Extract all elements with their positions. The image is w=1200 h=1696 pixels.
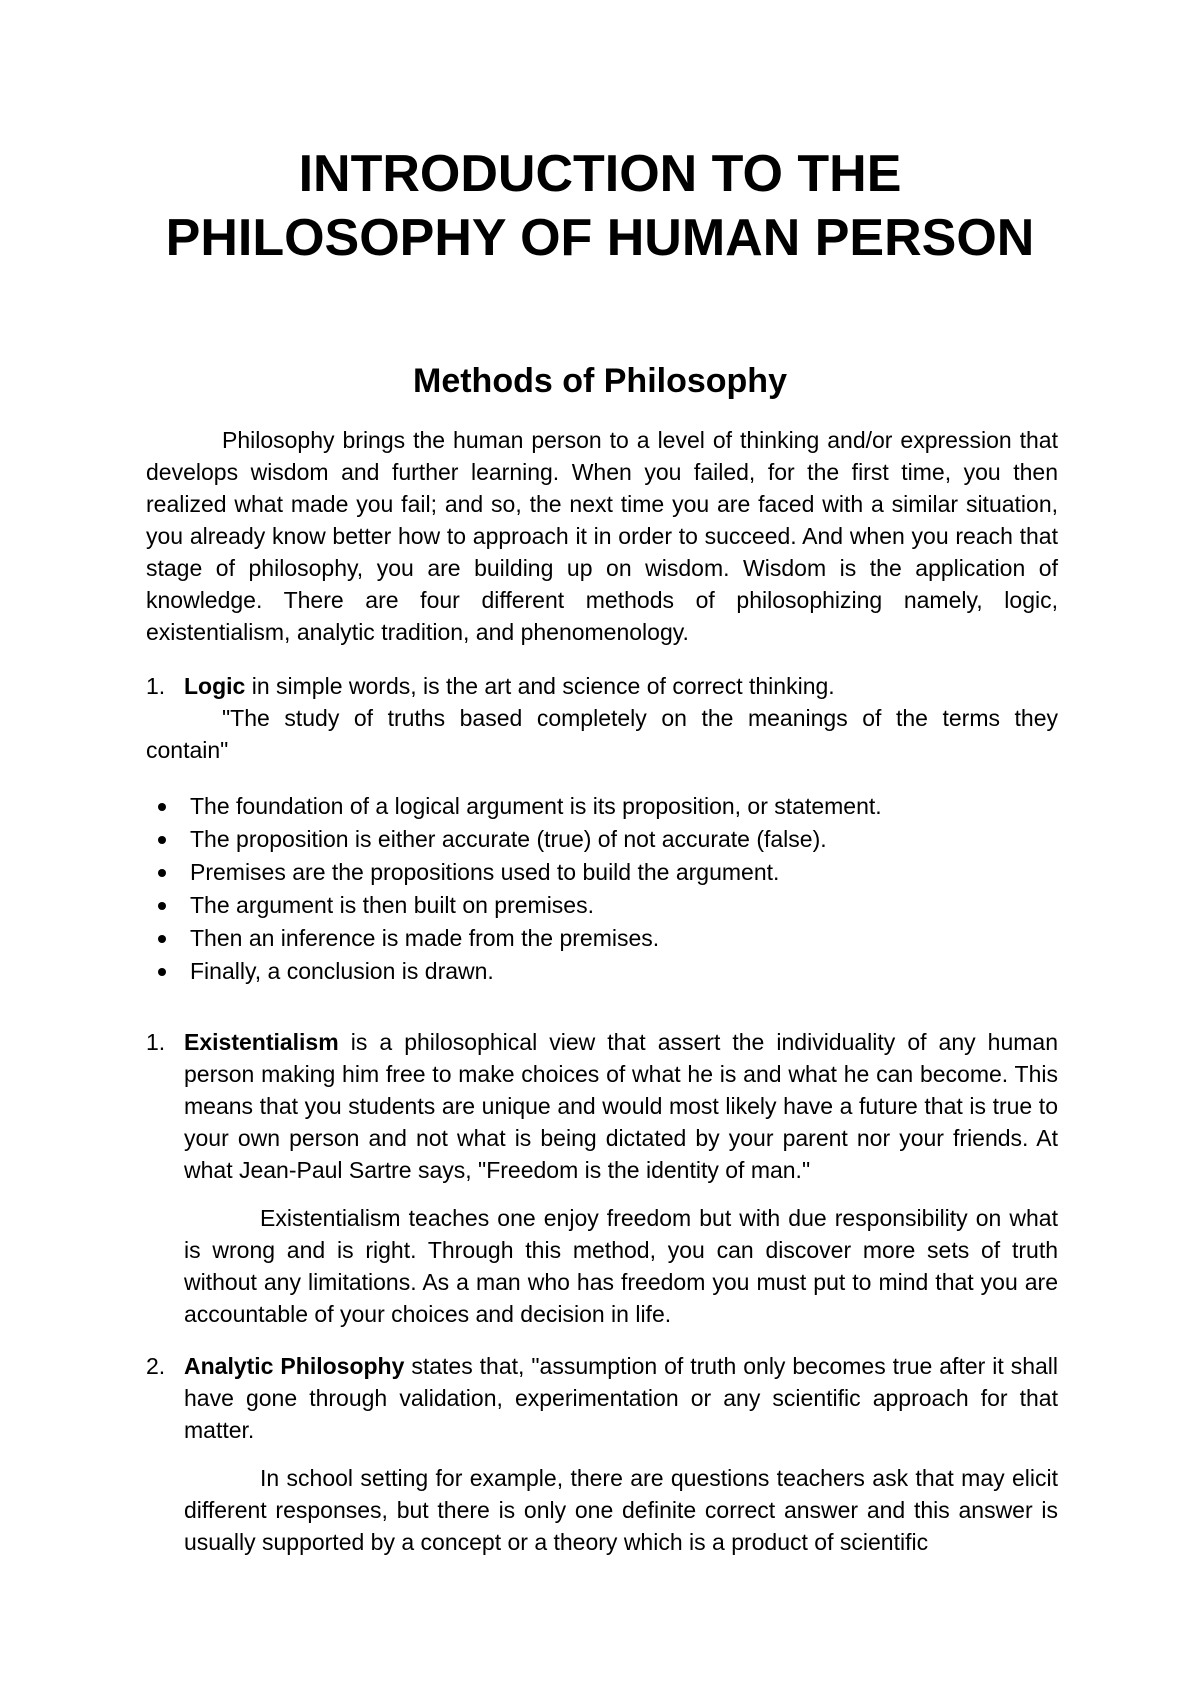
logic-number: 1. bbox=[146, 673, 166, 699]
bullet-icon bbox=[158, 869, 166, 877]
bullet-icon bbox=[158, 836, 166, 844]
logic-term: Logic bbox=[184, 673, 246, 699]
existentialism-definition: is a philosophical view that assert the individuality of any human person making him free to make choices of what he is and what he can become. This means that you students are unique and would most likely have a future that is true to your own person and not what is being dictated by your parent nor your friends. At what Jean-Paul Sartre says, "Freedom is the identity of man." bbox=[184, 1029, 1058, 1183]
list-item bbox=[156, 790, 1056, 823]
bullet-icon bbox=[158, 803, 166, 811]
document-title bbox=[0, 142, 1200, 270]
existentialism-item bbox=[146, 1026, 1058, 1330]
logic-item bbox=[146, 670, 1058, 766]
bullet-text: The foundation of a logical argument is its proposition, or statement. bbox=[190, 793, 882, 819]
bullet-text: Finally, a conclusion is drawn. bbox=[190, 958, 494, 984]
list-item bbox=[156, 823, 1056, 856]
analytic-paragraph-2: In school setting for example, there are questions teachers ask that may elicit different responses, but there is only one definite correct answer and this answer is usually supported by a concept or a theory which is a product of scientific bbox=[184, 1465, 1058, 1555]
existentialism-paragraph-2: Existentialism teaches one enjoy freedom but with due responsibility on what is wrong and is right. Through this method, you can discover more sets of truth without any limitations. As a man who has freedom you must put to mind that you are accountable of your choices and decision in life. bbox=[184, 1205, 1058, 1327]
bullet-icon bbox=[158, 968, 166, 976]
bullet-icon bbox=[158, 902, 166, 910]
list-item bbox=[156, 856, 1056, 889]
analytic-number: 2. bbox=[146, 1353, 166, 1379]
section-heading: Methods of Philosophy bbox=[413, 362, 787, 400]
logic-definition: in simple words, is the art and science of correct thinking. bbox=[245, 673, 835, 699]
list-item bbox=[156, 955, 1056, 988]
list-item bbox=[156, 889, 1056, 922]
logic-bullet-list bbox=[156, 790, 1056, 988]
bullet-text: The argument is then built on premises. bbox=[190, 892, 594, 918]
bullet-text: Premises are the propositions used to build the argument. bbox=[190, 859, 780, 885]
title-line-2: PHILOSOPHY OF HUMAN PERSON bbox=[165, 209, 1035, 267]
bullet-text: The proposition is either accurate (true) of not accurate (false). bbox=[190, 826, 827, 852]
list-item bbox=[156, 922, 1056, 955]
existentialism-paragraph bbox=[184, 1026, 1058, 1186]
analytic-paragraph bbox=[184, 1350, 1058, 1446]
title-line-1: INTRODUCTION TO THE bbox=[298, 145, 902, 203]
analytic-item bbox=[146, 1350, 1058, 1558]
bullet-icon bbox=[158, 935, 166, 943]
intro-paragraph: Philosophy brings the human person to a level of thinking and/or expression that develops wisdom and further learning. When you failed, for the first time, you then realized what made you fail; and so, the next time you are faced with a similar situation, you already know better how to approach it in order to succeed. And when you reach that stage of philosophy, you are building up on wisdom. Wisdom is the application of knowledge. There are four different methods of philosophizing namely, logic, existentialism, analytic tradition, and phenomenology. bbox=[146, 427, 1058, 645]
logic-quote: "The study of truths based completely on the meanings of the terms they contain" bbox=[146, 705, 1058, 763]
existentialism-term: Existentialism bbox=[184, 1029, 339, 1055]
analytic-term: Analytic Philosophy bbox=[184, 1353, 405, 1379]
bullet-text: Then an inference is made from the premises. bbox=[190, 925, 660, 951]
analytic-definition: states that, "assumption of truth only becomes true after it shall have gone through validation, experimentation or any scientific approach for that matter. bbox=[184, 1353, 1058, 1443]
existentialism-number: 1. bbox=[146, 1029, 166, 1055]
